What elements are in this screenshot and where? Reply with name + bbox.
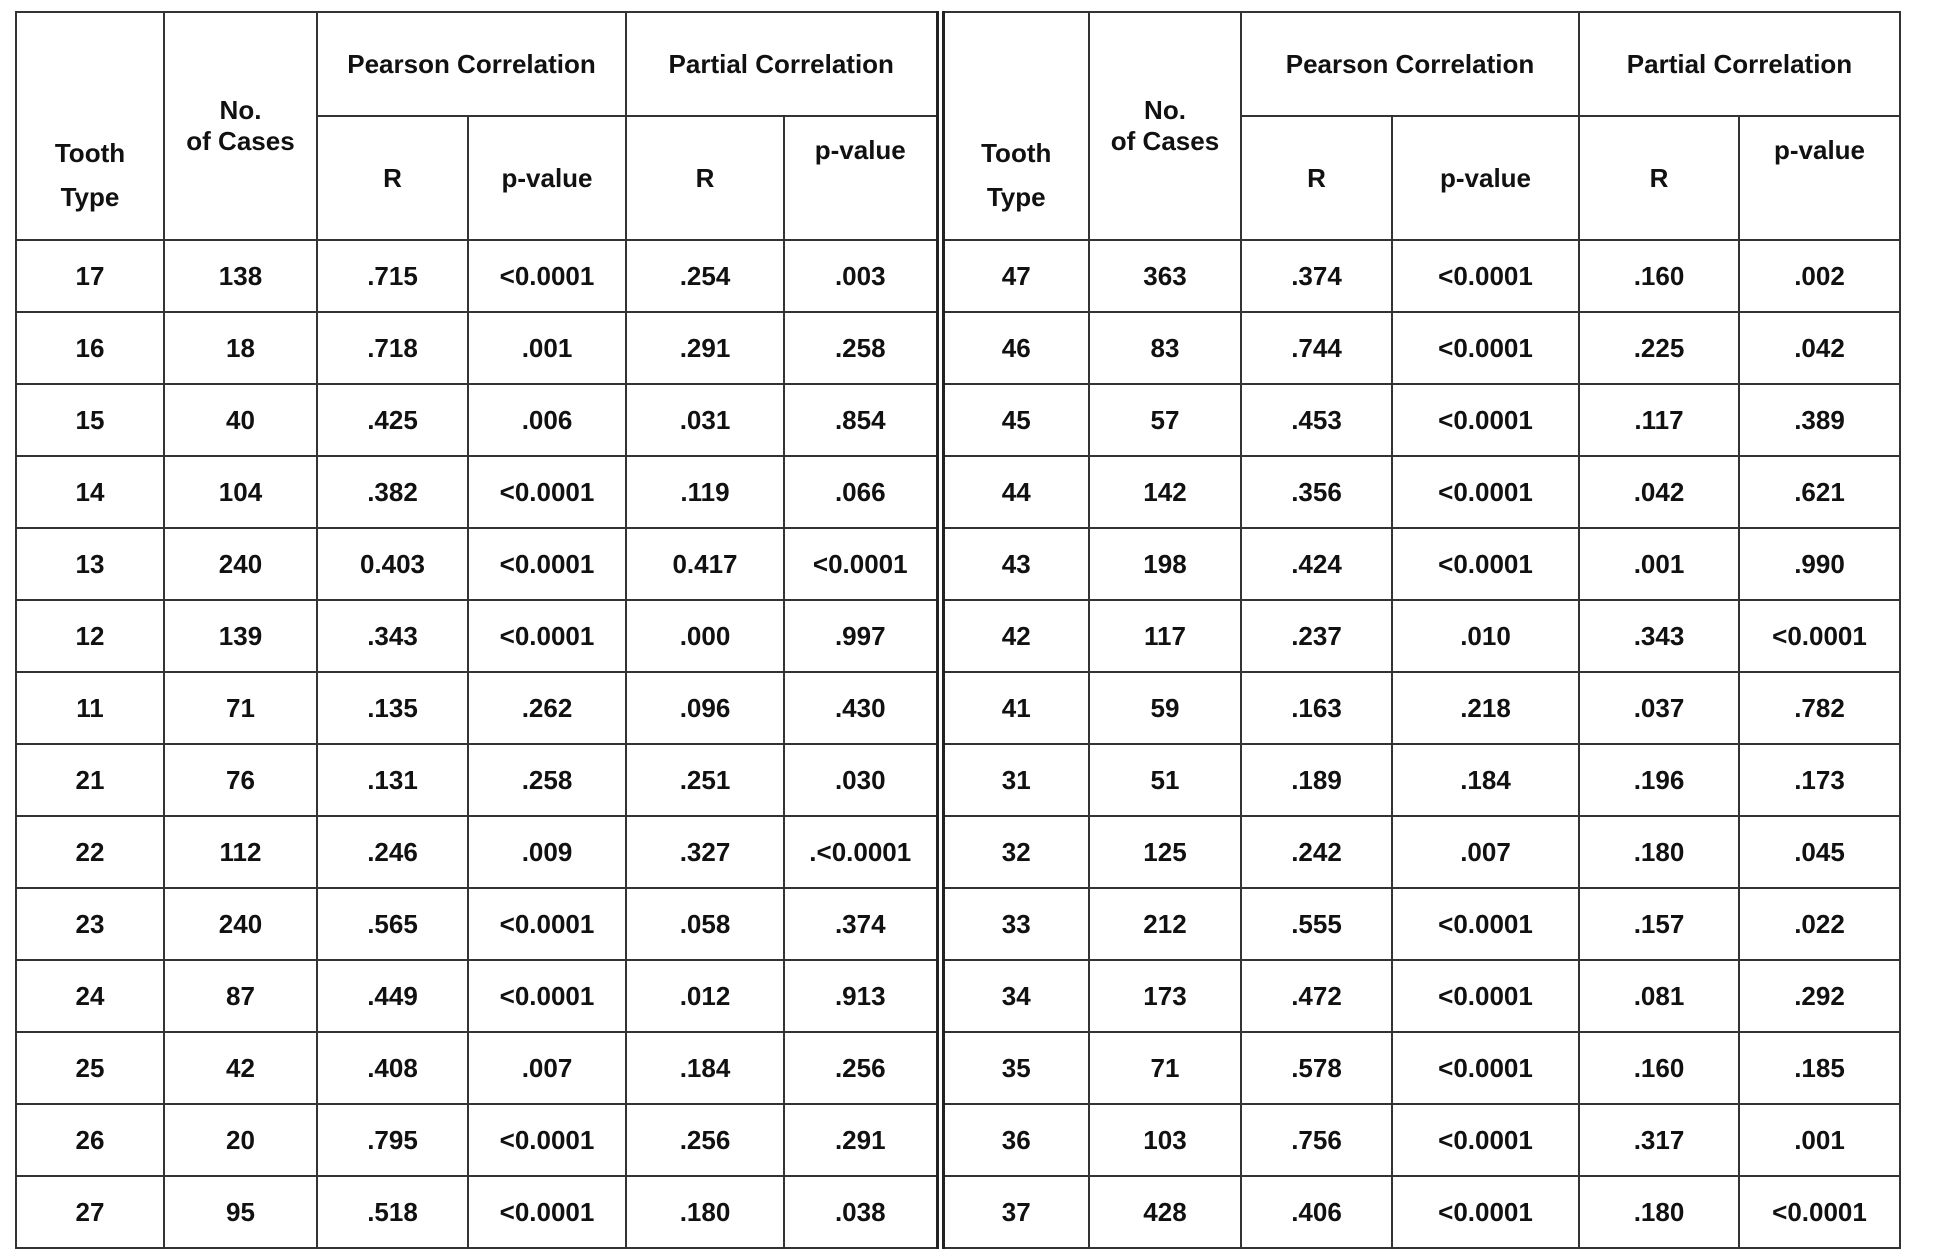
cell-right-partial-r: .160 — [1579, 240, 1739, 312]
cell-right-partial-p-value: .990 — [1739, 528, 1900, 600]
header-pearson-p-value: p-value — [468, 116, 626, 240]
cell-left-pearson-p-value: .006 — [468, 384, 626, 456]
cell-left-partial-r: .180 — [626, 1176, 784, 1248]
cell-right-pearson-r: .578 — [1241, 1032, 1392, 1104]
cell-left-partial-p-value: .038 — [784, 1176, 940, 1248]
cell-left-partial-r: .251 — [626, 744, 784, 816]
cell-left-partial-p-value: .256 — [784, 1032, 940, 1104]
cell-left-partial-p-value: .430 — [784, 672, 940, 744]
cell-left-tooth-type: 14 — [16, 456, 164, 528]
cell-right-partial-p-value: .042 — [1739, 312, 1900, 384]
cell-left-pearson-r: .408 — [317, 1032, 468, 1104]
cell-right-tooth-type: 46 — [940, 312, 1089, 384]
table-row — [16, 744, 1900, 816]
cell-right-no-of-cases: 71 — [1089, 1032, 1241, 1104]
cell-left-partial-p-value: .854 — [784, 384, 940, 456]
cell-right-pearson-p-value: .218 — [1392, 672, 1579, 744]
cell-left-tooth-type: 26 — [16, 1104, 164, 1176]
cell-left-pearson-r: .246 — [317, 816, 468, 888]
cell-left-pearson-p-value: <0.0001 — [468, 888, 626, 960]
cell-right-pearson-r: .406 — [1241, 1176, 1392, 1248]
cell-right-partial-r: .081 — [1579, 960, 1739, 1032]
cell-right-pearson-p-value: <0.0001 — [1392, 1176, 1579, 1248]
cell-right-partial-p-value: .002 — [1739, 240, 1900, 312]
cell-right-pearson-p-value: .010 — [1392, 600, 1579, 672]
cell-right-partial-p-value: .292 — [1739, 960, 1900, 1032]
cell-right-pearson-p-value: <0.0001 — [1392, 528, 1579, 600]
cell-right-tooth-type: 44 — [940, 456, 1089, 528]
cell-left-no-of-cases: 71 — [164, 672, 317, 744]
cell-left-partial-p-value: .997 — [784, 600, 940, 672]
cell-right-pearson-r: .555 — [1241, 888, 1392, 960]
cell-left-pearson-r: .565 — [317, 888, 468, 960]
table-row — [16, 672, 1900, 744]
table-row — [16, 456, 1900, 528]
cell-right-tooth-type: 36 — [940, 1104, 1089, 1176]
table-row — [16, 960, 1900, 1032]
header-partial-r: R — [1579, 116, 1739, 240]
cell-right-no-of-cases: 103 — [1089, 1104, 1241, 1176]
cell-right-partial-r: .225 — [1579, 312, 1739, 384]
header-partial-p-value: p-value — [1739, 116, 1900, 240]
header-pearson-correlation: Pearson Correlation — [317, 12, 626, 116]
table-row — [16, 1176, 1900, 1248]
cell-right-tooth-type: 45 — [940, 384, 1089, 456]
cell-right-partial-r: .180 — [1579, 1176, 1739, 1248]
cell-left-tooth-type: 16 — [16, 312, 164, 384]
cell-left-pearson-p-value: <0.0001 — [468, 456, 626, 528]
cell-left-pearson-r: .131 — [317, 744, 468, 816]
cell-right-partial-r: .001 — [1579, 528, 1739, 600]
cell-right-partial-p-value: <0.0001 — [1739, 600, 1900, 672]
cell-left-no-of-cases: 20 — [164, 1104, 317, 1176]
cell-left-pearson-r: .135 — [317, 672, 468, 744]
cell-left-pearson-r: .795 — [317, 1104, 468, 1176]
cell-right-pearson-p-value: <0.0001 — [1392, 888, 1579, 960]
cell-left-partial-r: .256 — [626, 1104, 784, 1176]
cell-left-tooth-type: 23 — [16, 888, 164, 960]
cell-right-partial-p-value: .621 — [1739, 456, 1900, 528]
cell-left-pearson-r: .382 — [317, 456, 468, 528]
cell-right-pearson-p-value: <0.0001 — [1392, 240, 1579, 312]
table-row — [16, 240, 1900, 312]
cell-left-pearson-r: .518 — [317, 1176, 468, 1248]
cell-right-pearson-r: .237 — [1241, 600, 1392, 672]
cell-right-no-of-cases: 363 — [1089, 240, 1241, 312]
cell-right-tooth-type: 47 — [940, 240, 1089, 312]
cell-right-no-of-cases: 51 — [1089, 744, 1241, 816]
cell-right-partial-p-value: .022 — [1739, 888, 1900, 960]
cell-right-no-of-cases: 428 — [1089, 1176, 1241, 1248]
cell-left-partial-p-value: .066 — [784, 456, 940, 528]
table-row — [16, 312, 1900, 384]
table-row — [16, 528, 1900, 600]
cell-left-pearson-r: .343 — [317, 600, 468, 672]
cell-right-tooth-type: 34 — [940, 960, 1089, 1032]
cell-left-pearson-p-value: .262 — [468, 672, 626, 744]
cell-left-no-of-cases: 76 — [164, 744, 317, 816]
cell-left-pearson-p-value: .258 — [468, 744, 626, 816]
cell-left-tooth-type: 22 — [16, 816, 164, 888]
cell-right-partial-p-value: .045 — [1739, 816, 1900, 888]
correlation-table — [15, 11, 1901, 1249]
cell-left-tooth-type: 13 — [16, 528, 164, 600]
cell-left-no-of-cases: 112 — [164, 816, 317, 888]
cell-right-pearson-r: .163 — [1241, 672, 1392, 744]
cell-right-pearson-p-value: <0.0001 — [1392, 960, 1579, 1032]
cell-left-no-of-cases: 139 — [164, 600, 317, 672]
cell-left-partial-r: .012 — [626, 960, 784, 1032]
cell-left-partial-r: .000 — [626, 600, 784, 672]
cell-left-pearson-p-value: .007 — [468, 1032, 626, 1104]
cell-right-no-of-cases: 198 — [1089, 528, 1241, 600]
cell-left-pearson-r: .449 — [317, 960, 468, 1032]
cell-right-tooth-type: 43 — [940, 528, 1089, 600]
cell-right-no-of-cases: 173 — [1089, 960, 1241, 1032]
cell-right-tooth-type: 42 — [940, 600, 1089, 672]
header-partial-correlation: Partial Correlation — [1579, 12, 1900, 116]
header-pearson-r: R — [317, 116, 468, 240]
cell-right-tooth-type: 41 — [940, 672, 1089, 744]
cell-left-partial-r: .254 — [626, 240, 784, 312]
cell-left-pearson-r: 0.403 — [317, 528, 468, 600]
cell-left-partial-p-value: .258 — [784, 312, 940, 384]
cell-left-partial-r: .119 — [626, 456, 784, 528]
cell-right-pearson-r: .356 — [1241, 456, 1392, 528]
cell-right-partial-r: .196 — [1579, 744, 1739, 816]
cell-left-tooth-type: 24 — [16, 960, 164, 1032]
cell-right-pearson-r: .189 — [1241, 744, 1392, 816]
table-row — [16, 384, 1900, 456]
cell-right-pearson-r: .744 — [1241, 312, 1392, 384]
cell-right-partial-r: .042 — [1579, 456, 1739, 528]
table-row — [16, 816, 1900, 888]
cell-right-pearson-p-value: <0.0001 — [1392, 456, 1579, 528]
header-pearson-p-value: p-value — [1392, 116, 1579, 240]
table-row — [16, 600, 1900, 672]
cell-left-pearson-r: .718 — [317, 312, 468, 384]
cell-right-partial-r: .117 — [1579, 384, 1739, 456]
cell-left-partial-p-value: .<0.0001 — [784, 816, 940, 888]
cell-right-partial-p-value: .389 — [1739, 384, 1900, 456]
cell-left-pearson-r: .425 — [317, 384, 468, 456]
cell-left-partial-r: 0.417 — [626, 528, 784, 600]
header-no-of-cases: No. of Cases — [1089, 12, 1241, 240]
cell-right-pearson-p-value: .184 — [1392, 744, 1579, 816]
header-pearson-correlation: Pearson Correlation — [1241, 12, 1579, 116]
cell-right-pearson-p-value: <0.0001 — [1392, 384, 1579, 456]
cell-right-partial-r: .317 — [1579, 1104, 1739, 1176]
cell-right-pearson-r: .472 — [1241, 960, 1392, 1032]
table-row — [16, 1104, 1900, 1176]
header-tooth-type: Tooth Type — [16, 12, 164, 240]
cell-right-no-of-cases: 57 — [1089, 384, 1241, 456]
cell-left-partial-p-value: .291 — [784, 1104, 940, 1176]
cell-right-pearson-p-value: <0.0001 — [1392, 1104, 1579, 1176]
cell-right-partial-r: .037 — [1579, 672, 1739, 744]
cell-left-partial-p-value: .374 — [784, 888, 940, 960]
header-partial-p-value: p-value — [784, 116, 940, 240]
cell-right-pearson-p-value: .007 — [1392, 816, 1579, 888]
cell-left-pearson-p-value: <0.0001 — [468, 240, 626, 312]
cell-right-pearson-r: .242 — [1241, 816, 1392, 888]
cell-right-pearson-r: .424 — [1241, 528, 1392, 600]
cell-left-pearson-p-value: .009 — [468, 816, 626, 888]
cell-left-tooth-type: 27 — [16, 1176, 164, 1248]
cell-right-partial-r: .160 — [1579, 1032, 1739, 1104]
cell-right-pearson-r: .374 — [1241, 240, 1392, 312]
cell-left-no-of-cases: 240 — [164, 528, 317, 600]
cell-left-partial-r: .031 — [626, 384, 784, 456]
cell-right-tooth-type: 33 — [940, 888, 1089, 960]
cell-right-no-of-cases: 125 — [1089, 816, 1241, 888]
cell-right-tooth-type: 31 — [940, 744, 1089, 816]
cell-left-no-of-cases: 40 — [164, 384, 317, 456]
cell-left-pearson-p-value: <0.0001 — [468, 1104, 626, 1176]
cell-left-pearson-p-value: <0.0001 — [468, 528, 626, 600]
cell-right-pearson-p-value: <0.0001 — [1392, 312, 1579, 384]
cell-right-pearson-r: .756 — [1241, 1104, 1392, 1176]
cell-left-partial-r: .291 — [626, 312, 784, 384]
cell-left-partial-p-value: .030 — [784, 744, 940, 816]
cell-left-pearson-p-value: <0.0001 — [468, 1176, 626, 1248]
cell-right-no-of-cases: 212 — [1089, 888, 1241, 960]
table-body — [16, 240, 1900, 1248]
cell-left-partial-p-value: .913 — [784, 960, 940, 1032]
cell-right-no-of-cases: 117 — [1089, 600, 1241, 672]
cell-right-partial-p-value: .173 — [1739, 744, 1900, 816]
header-partial-correlation: Partial Correlation — [626, 12, 940, 116]
cell-right-tooth-type: 35 — [940, 1032, 1089, 1104]
cell-left-no-of-cases: 42 — [164, 1032, 317, 1104]
cell-left-partial-r: .096 — [626, 672, 784, 744]
cell-left-no-of-cases: 240 — [164, 888, 317, 960]
cell-left-tooth-type: 25 — [16, 1032, 164, 1104]
cell-left-partial-p-value: <0.0001 — [784, 528, 940, 600]
cell-left-pearson-p-value: .001 — [468, 312, 626, 384]
cell-right-partial-p-value: <0.0001 — [1739, 1176, 1900, 1248]
cell-right-pearson-r: .453 — [1241, 384, 1392, 456]
cell-left-no-of-cases: 138 — [164, 240, 317, 312]
cell-left-no-of-cases: 18 — [164, 312, 317, 384]
cell-right-partial-r: .157 — [1579, 888, 1739, 960]
cell-left-no-of-cases: 95 — [164, 1176, 317, 1248]
cell-right-pearson-p-value: <0.0001 — [1392, 1032, 1579, 1104]
cell-left-pearson-p-value: <0.0001 — [468, 960, 626, 1032]
header-partial-r: R — [626, 116, 784, 240]
cell-left-tooth-type: 17 — [16, 240, 164, 312]
cell-right-partial-p-value: .782 — [1739, 672, 1900, 744]
cell-left-partial-p-value: .003 — [784, 240, 940, 312]
cell-right-no-of-cases: 142 — [1089, 456, 1241, 528]
cell-right-partial-r: .180 — [1579, 816, 1739, 888]
cell-left-partial-r: .327 — [626, 816, 784, 888]
cell-right-partial-r: .343 — [1579, 600, 1739, 672]
cell-left-no-of-cases: 87 — [164, 960, 317, 1032]
cell-right-no-of-cases: 59 — [1089, 672, 1241, 744]
cell-left-no-of-cases: 104 — [164, 456, 317, 528]
cell-left-tooth-type: 12 — [16, 600, 164, 672]
cell-left-tooth-type: 21 — [16, 744, 164, 816]
cell-left-partial-r: .184 — [626, 1032, 784, 1104]
cell-left-pearson-r: .715 — [317, 240, 468, 312]
table-row — [16, 888, 1900, 960]
cell-right-tooth-type: 37 — [940, 1176, 1089, 1248]
header-tooth-type: Tooth Type — [940, 12, 1089, 240]
header-pearson-r: R — [1241, 116, 1392, 240]
cell-left-partial-r: .058 — [626, 888, 784, 960]
header-no-of-cases: No. of Cases — [164, 12, 317, 240]
cell-right-tooth-type: 32 — [940, 816, 1089, 888]
cell-right-partial-p-value: .001 — [1739, 1104, 1900, 1176]
cell-right-no-of-cases: 83 — [1089, 312, 1241, 384]
cell-right-partial-p-value: .185 — [1739, 1032, 1900, 1104]
cell-left-tooth-type: 11 — [16, 672, 164, 744]
cell-left-tooth-type: 15 — [16, 384, 164, 456]
table-row — [16, 1032, 1900, 1104]
cell-left-pearson-p-value: <0.0001 — [468, 600, 626, 672]
